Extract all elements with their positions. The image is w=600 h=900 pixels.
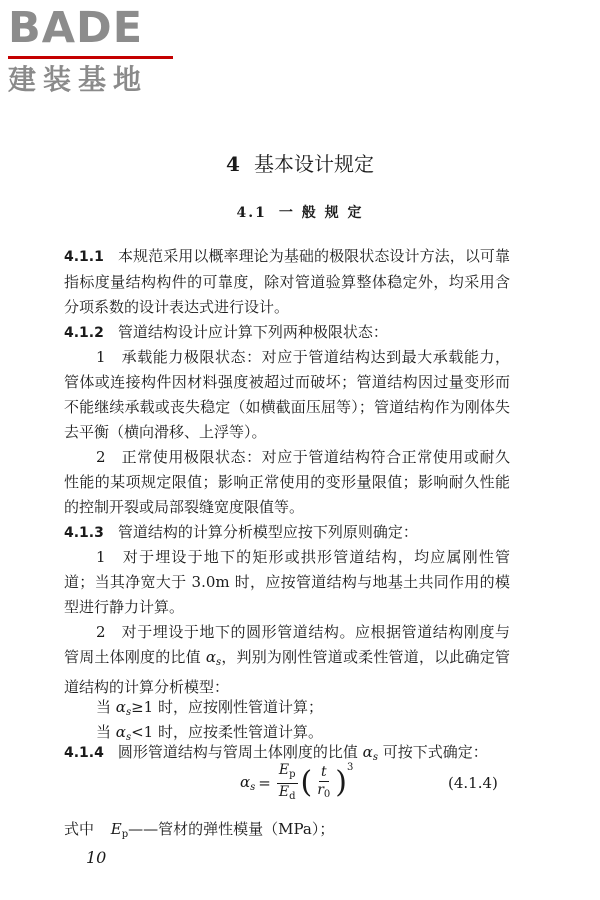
thickness-ratio bbox=[315, 764, 332, 803]
cond-text: ≥1 时，应按刚性管道计算； bbox=[131, 698, 323, 716]
clause-id: 4.1.1 bbox=[64, 249, 104, 265]
alpha-char: α bbox=[115, 698, 126, 716]
exponent: 3 bbox=[347, 762, 354, 773]
clause-4-1-3-item-2 bbox=[64, 620, 510, 700]
equals-sign: = bbox=[258, 774, 271, 792]
chapter-heading bbox=[0, 150, 600, 178]
denominator-symbol: r bbox=[317, 781, 324, 798]
alpha-char: α bbox=[115, 723, 126, 741]
chapter-title: 基本设计规定 bbox=[253, 152, 374, 176]
clause-4-1-3-item-1: 1 对于埋设于地下的矩形或拱形管道结构，均应属刚性管道；当其净宽大于 3.0m 时，应按管道结构与地基土共同作用的模型进行静力计算。 bbox=[64, 548, 510, 616]
section-number: 4.1 bbox=[236, 205, 267, 221]
page-number: 10 bbox=[86, 848, 107, 867]
where-line bbox=[64, 817, 510, 847]
ep-symbol: E bbox=[110, 820, 122, 838]
formula-4-1-4 bbox=[240, 760, 353, 806]
ep-subscript: p bbox=[121, 829, 129, 840]
clause-4-1-1 bbox=[64, 244, 510, 320]
clause-text-post: 可按下式确定： bbox=[382, 743, 488, 761]
where-description: ——管材的弹性模量（MPa）； bbox=[128, 820, 335, 838]
alpha-subscript: s bbox=[215, 657, 222, 668]
denominator-subscript: d bbox=[289, 790, 296, 802]
section-title: 一 般 规 定 bbox=[278, 205, 364, 221]
alpha-char: α bbox=[362, 743, 373, 761]
bade-logo bbox=[8, 3, 178, 96]
cond-prefix: 当 bbox=[96, 723, 112, 741]
symbol-ep bbox=[111, 820, 128, 838]
alpha-subscript: s bbox=[125, 732, 132, 743]
chapter-number: 4 bbox=[226, 152, 240, 176]
formula-number: (4.1.4) bbox=[448, 774, 498, 792]
clause-text: 管道结构设计应计算下列两种极限状态： bbox=[117, 323, 388, 341]
alpha-symbol bbox=[363, 743, 378, 761]
modulus-ratio bbox=[277, 762, 298, 805]
denominator-subscript: 0 bbox=[323, 788, 331, 800]
clause-text: 管道结构的计算分析模型应按下列原则确定： bbox=[117, 523, 418, 541]
clause-text: 本规范采用以概率理论为基础的极限状态设计方法，以可靠指标度量结构构件的可靠度，除对管道验算整体稳定外，均采用含分项系数的设计表达式进行设计。 bbox=[64, 247, 510, 316]
numerator-symbol: E bbox=[278, 761, 290, 778]
clause-text-pre: 圆形管道结构与管周土体刚度的比值 bbox=[117, 743, 358, 761]
clause-id: 4.1.3 bbox=[64, 525, 104, 541]
alpha-subscript: s bbox=[125, 707, 132, 718]
left-paren: ( bbox=[300, 765, 313, 800]
alpha-symbol bbox=[116, 698, 131, 716]
alpha-char: α bbox=[240, 773, 251, 791]
formula-lhs bbox=[240, 773, 255, 793]
alpha-symbol bbox=[206, 648, 221, 666]
alpha-subscript: s bbox=[372, 752, 378, 763]
numerator-subscript: p bbox=[289, 768, 296, 780]
logo-underline bbox=[8, 56, 173, 59]
denominator-symbol: E bbox=[278, 783, 290, 800]
where-label: 式中 bbox=[64, 820, 95, 838]
clause-id: 4.1.4 bbox=[64, 745, 104, 761]
clause-4-1-2-item-2: 2 正常使用极限状态：对应于管道结构符合正常使用或耐久性能的某项规定限值；影响正常使用的变形量限值；影响耐久性能的控制开裂或局部裂缝宽度限值等。 bbox=[64, 448, 510, 516]
logo-wordmark: BADE bbox=[8, 3, 144, 53]
alpha-subscript: s bbox=[250, 782, 256, 793]
item-text-post: ，判别为刚性管道或柔性管道，以此确定管道结构的计算分析模型： bbox=[64, 648, 510, 696]
alpha-symbol bbox=[116, 723, 131, 741]
numerator-symbol: t bbox=[320, 763, 327, 780]
clause-id: 4.1.2 bbox=[64, 325, 104, 341]
cond-prefix: 当 bbox=[96, 698, 112, 716]
right-paren: ) bbox=[335, 765, 348, 800]
clause-4-1-3 bbox=[64, 520, 510, 546]
cond-text: <1 时，应按柔性管道计算。 bbox=[131, 723, 323, 741]
section-heading bbox=[0, 203, 600, 223]
clause-4-1-2-item-1: 1 承载能力极限状态：对应于管道结构达到最大承载能力，管体或连接构件因材料强度被超过而破坏；管道结构因过量变形而不能继续承载或丧失稳定（如横截面压屈等）；管道结构作为刚体失去平衡（横向滑移、上浮等）。 bbox=[64, 348, 510, 441]
alpha-char: α bbox=[205, 648, 216, 666]
logo-subtitle: 建装基地 bbox=[8, 63, 149, 96]
clause-4-1-2 bbox=[64, 320, 510, 346]
item-text-pre: 2 对于埋设于地下的圆形管道结构。应根据管道结构刚度与管周土体刚度的比值 bbox=[64, 623, 510, 666]
